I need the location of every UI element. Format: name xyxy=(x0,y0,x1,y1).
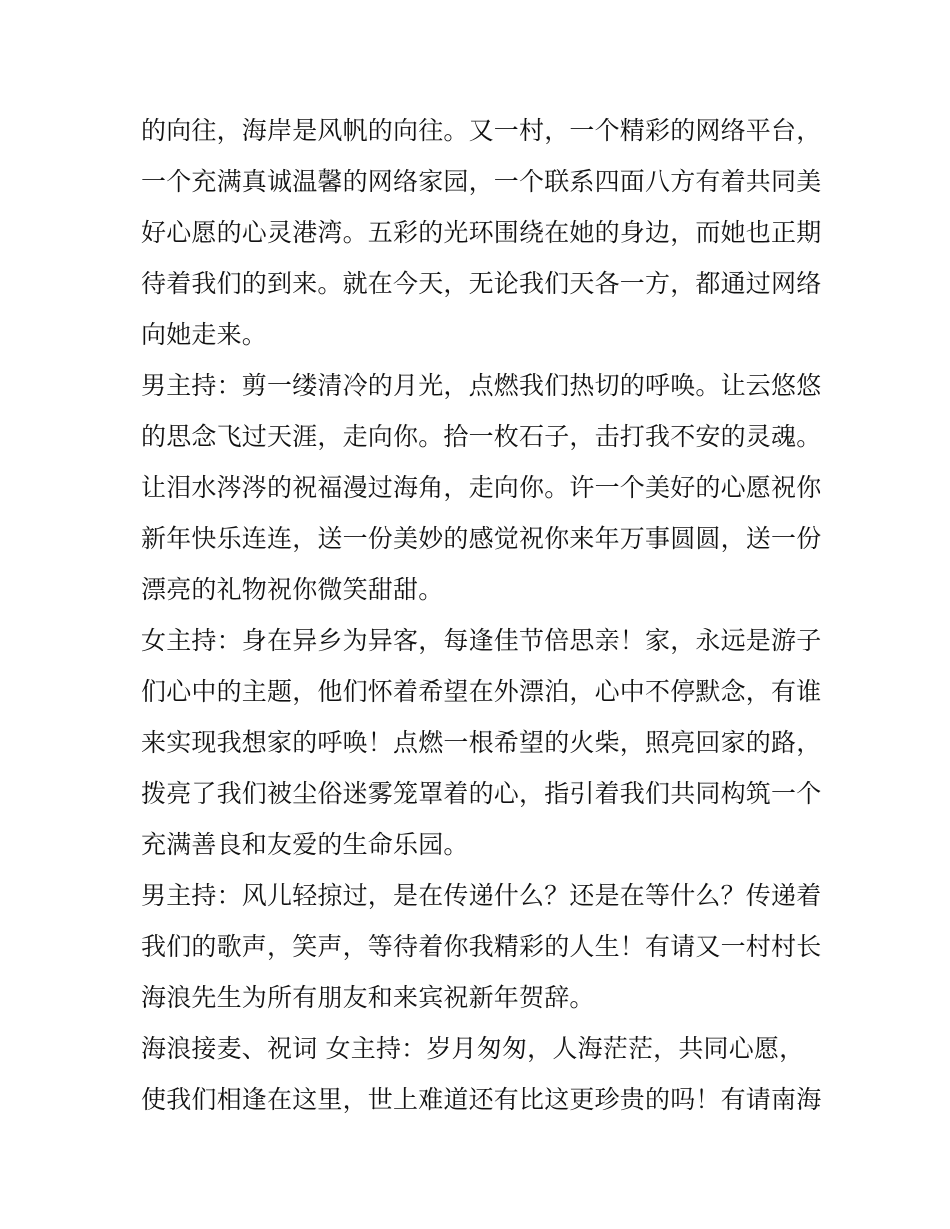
text-line: 来实现我想家的呼唤！点燃一根希望的火柴，照亮回家的路， xyxy=(141,728,822,757)
text-line: 我们的歌声，笑声，等待着你我精彩的人生！有请又一村村长 xyxy=(141,932,822,961)
text-line: 海浪先生为所有朋友和来宾祝新年贺辞。 xyxy=(141,983,595,1012)
text-line: 向她走来。 xyxy=(141,320,268,349)
text-line: 们心中的主题，他们怀着希望在外漂泊，心中不停默念，有谁 xyxy=(141,677,822,706)
text-line: 男主持：风儿轻掠过，是在传递什么？还是在等什么？传递着 xyxy=(141,881,822,910)
text-line: 的思念飞过天涯，走向你。拾一枚石子，击打我不安的灵魂。 xyxy=(141,422,822,451)
text-line: 待着我们的到来。就在今天，无论我们天各一方，都通过网络 xyxy=(141,269,822,298)
text-line: 海浪接麦、祝词 女主持：岁月匆匆，人海茫茫，共同心愿， xyxy=(141,1034,805,1063)
text-line: 一个充满真诚温馨的网络家园，一个联系四面八方有着共同美 xyxy=(141,167,822,196)
document-body xyxy=(141,105,821,1125)
text-line: 让泪水涔涔的祝福漫过海角，走向你。许一个美好的心愿祝你 xyxy=(141,473,822,502)
text-line: 漂亮的礼物祝你微笑甜甜。 xyxy=(141,575,444,604)
text-line: 男主持：剪一缕清冷的月光，点燃我们热切的呼唤。让云悠悠 xyxy=(141,371,822,400)
text-line: 拨亮了我们被尘俗迷雾笼罩着的心，指引着我们共同构筑一个 xyxy=(141,779,822,808)
text-line: 女主持：身在异乡为异客，每逢佳节倍思亲！家，永远是游子 xyxy=(141,626,822,655)
text-line: 使我们相逢在这里，世上难道还有比这更珍贵的吗！有请南海 xyxy=(141,1085,822,1114)
text-line: 充满善良和友爱的生命乐园。 xyxy=(141,830,469,859)
text-line: 好心愿的心灵港湾。五彩的光环围绕在她的身边，而她也正期 xyxy=(141,218,822,247)
text-line: 的向往，海岸是风帆的向往。又一村，一个精彩的网络平台， xyxy=(141,116,822,145)
text-line: 新年快乐连连，送一份美妙的感觉祝你来年万事圆圆，送一份 xyxy=(141,524,822,553)
